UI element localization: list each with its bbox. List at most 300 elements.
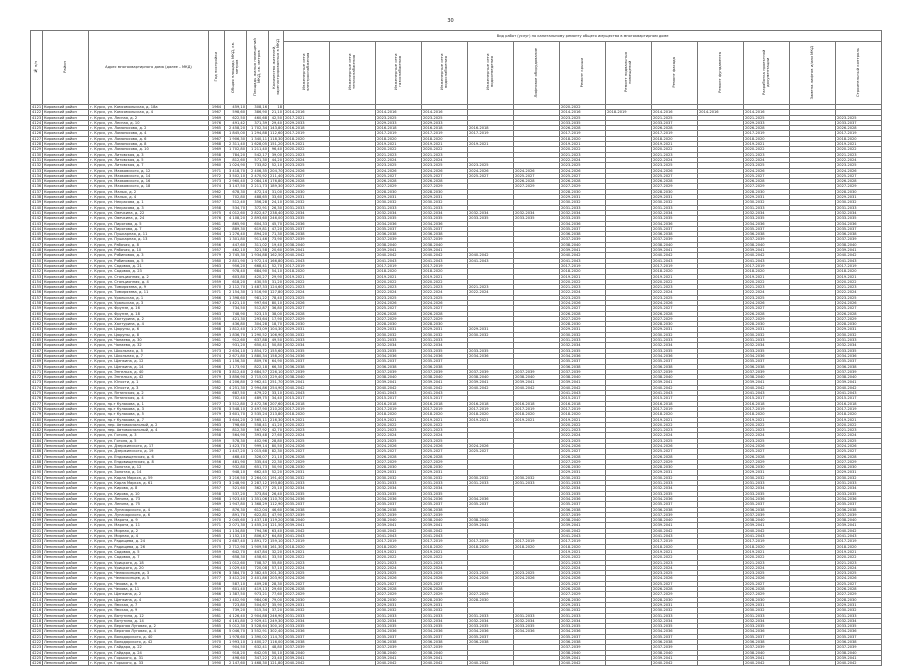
row-work-period-12: 2024-2026 xyxy=(836,444,882,449)
row-number: 4225 xyxy=(32,655,42,660)
row-number: 4161 xyxy=(32,316,42,321)
row-number: 4151 xyxy=(32,263,42,268)
row-work-period-8: 2031-2033 xyxy=(652,481,698,486)
row-district: Кировский район xyxy=(43,279,89,284)
row-work-period-12: 2030-2032 xyxy=(836,475,882,480)
row-district: Ленинский район xyxy=(43,639,89,644)
row-area-living: 2 084,16 xyxy=(247,179,269,184)
row-work-period-0: 2039-2041 xyxy=(284,655,330,660)
row-work-period-0: 2029-2031 xyxy=(284,602,330,607)
row-work-period-6: 2031-2033 xyxy=(560,205,606,210)
row-work-period-3: 2032-2034 xyxy=(422,210,468,215)
row-year: 1962 xyxy=(209,645,225,650)
row-work-period-8: 2018-2020 xyxy=(652,136,698,141)
row-district: Кировский район xyxy=(43,375,89,380)
row-work-period-8: 2030-2032 xyxy=(652,475,698,480)
row-area-total: 3 601,70 xyxy=(225,412,247,417)
row-work-period-6: 2018-2020 xyxy=(560,412,606,417)
row-work-period-3: 2019-2021 xyxy=(422,142,468,147)
row-work-period-12: 2024-2026 xyxy=(836,168,882,173)
row-work-period-10: 2037-2039 xyxy=(744,645,790,650)
row-work-period-6: 2040-2042 xyxy=(560,661,606,666)
row-district: Кировский район xyxy=(43,359,89,364)
row-work-period-4: 2029-2031 xyxy=(468,327,514,332)
row-district: Кировский район xyxy=(43,195,89,200)
row-work-period-4: 2033-2035 xyxy=(468,216,514,221)
row-area-total: 1 923,40 xyxy=(225,496,247,501)
row-work-period-0: 2027-2029 xyxy=(284,316,330,321)
row-residents: 216,30 xyxy=(270,417,283,422)
row-address: г. Курск, ул. Халтурина, д. 4 xyxy=(89,322,209,327)
header-work-9: Ремонт фундамента xyxy=(698,42,744,105)
row-number: 4127 xyxy=(32,136,42,141)
row-work-period-6: 2031-2033 xyxy=(560,481,606,486)
row-work-period-5: 2023-2025 xyxy=(514,571,560,576)
row-work-period-0: 2032-2034 xyxy=(284,486,330,491)
row-work-period-6: 2026-2028 xyxy=(560,311,606,316)
row-work-period-0: 2031-2033 xyxy=(284,481,330,486)
row-year: 1964 xyxy=(209,105,225,110)
row-work-period-10: 2029-2033 xyxy=(744,120,790,125)
row-work-period-6: 2017-2019 xyxy=(560,131,606,136)
row-number: 4183 xyxy=(32,433,42,438)
row-work-period-0: 2031-2033 xyxy=(284,613,330,618)
row-work-period-4: 2024-2026 xyxy=(468,576,514,581)
row-address: г. Курск, ул. Мирная, д. 2 xyxy=(89,528,209,533)
row-address: г. Курск, ул. Челюскинцев, д. 5 xyxy=(89,576,209,581)
row-work-period-8: 2032-2034 xyxy=(652,618,698,623)
row-work-period-10: 2030-2032 xyxy=(744,475,790,480)
row-address: г. Курск, ул. Володарского, д. 40 xyxy=(89,634,209,639)
row-work-period-8: 2027-2029 xyxy=(652,592,698,597)
row-work-period-0: 2037-2039 xyxy=(284,512,330,517)
row-work-period-4: 2023-2025 xyxy=(468,163,514,168)
row-work-period-4: 2036-2038 xyxy=(468,639,514,644)
row-residents: 211,40 xyxy=(270,173,283,178)
row-residents: 25,10 xyxy=(269,486,284,491)
row-address: г. Курск, ул. Чехова, д. 9 xyxy=(89,581,209,586)
row-work-period-4: 2034-2036 xyxy=(468,496,514,501)
row-area-living: 2 904,88 xyxy=(247,613,269,618)
row-work-period-10: 2033-2035 xyxy=(744,491,790,496)
row-work-period-10: 2037-2039 xyxy=(744,237,790,242)
row-work-period-0: 2018-2020 xyxy=(284,269,330,274)
row-work-period-3: 2035-2037 xyxy=(422,502,468,507)
row-district: Кировский район xyxy=(43,274,89,279)
row-work-period-12: 2021-2023 xyxy=(836,428,882,433)
row-work-period-12: 2036-2038 xyxy=(836,364,882,369)
row-residents: 143,80 xyxy=(270,126,283,131)
header-area-living: Площадь жилых помещений МКД, кв. метров xyxy=(247,31,269,105)
row-work-period-6: 2029-2031 xyxy=(560,470,606,475)
row-work-period-2: 2032-2034 xyxy=(376,486,422,491)
row-area-total: 578,30 xyxy=(225,438,247,443)
row-work-period-12: 2027-2029 xyxy=(836,592,882,597)
row-work-period-5: 2018-2020 xyxy=(514,412,560,417)
row-work-period-10: 2032-2034 xyxy=(744,618,790,623)
row-work-period-2: 2036-2038 xyxy=(376,507,422,512)
row-work-period-12: 2027-2029 xyxy=(836,459,882,464)
row-work-period-10: 2032-2034 xyxy=(744,210,790,215)
row-work-period-6: 2021-2023 xyxy=(560,152,606,157)
row-work-period-10: 2019-2021 xyxy=(744,274,790,279)
row-work-period-0: 2041-2043 xyxy=(284,258,330,263)
row-work-period-6: 2036-2038 xyxy=(560,364,606,369)
row-work-period-0: 2016-2018 xyxy=(284,401,330,406)
row-area-total: 2 671,80 xyxy=(225,353,247,358)
row-work-period-2: 2026-2028 xyxy=(376,311,422,316)
row-work-period-3: 2014-2016 xyxy=(422,110,468,115)
row-district: Кировский район xyxy=(43,110,89,115)
row-work-period-2: 2021-2023 xyxy=(376,560,422,565)
row-work-period-0: 2041-2043 xyxy=(284,391,330,396)
row-work-period-12: 2025-2027 xyxy=(836,449,882,454)
row-work-period-8: 2035-2037 xyxy=(652,226,698,231)
row-work-period-5: 2026-2028 xyxy=(514,179,560,184)
row-year: 1965 xyxy=(209,126,225,131)
row-number: 4204 xyxy=(32,544,42,549)
row-area-total: 734,50 xyxy=(225,306,247,311)
row-year: 1963 xyxy=(209,560,225,565)
row-year: 1985 xyxy=(209,624,225,629)
row-area-total: 1 398,60 xyxy=(225,295,247,300)
row-work-period-3: 2027-2029 xyxy=(422,459,468,464)
row-area-living: 542,17 xyxy=(247,152,269,157)
row-work-period-3: 2029-2031 xyxy=(422,195,468,200)
row-district: Ленинский район xyxy=(43,613,89,618)
row-work-period-0: 2025-2027 xyxy=(284,449,330,454)
row-area-total: 1 447,20 xyxy=(225,449,247,454)
row-work-period-3: 2031-2033 xyxy=(422,481,468,486)
row-work-period-10: 2025-2027 xyxy=(744,306,790,311)
row-number: 4167 xyxy=(32,348,42,353)
row-year: 1959 xyxy=(209,438,225,443)
row-work-period-2: 2030-2032 xyxy=(376,475,422,480)
row-area-total: 891,70 xyxy=(225,512,247,517)
row-number: 4202 xyxy=(32,534,42,539)
row-residents: 28,80 xyxy=(269,438,284,443)
row-year: 1977 xyxy=(209,401,225,406)
row-work-period-3: 2033-2035 xyxy=(422,348,468,353)
row-area-living: 651,73 xyxy=(247,465,269,470)
row-work-period-8: 2036-2038 xyxy=(652,364,698,369)
row-number: 4226 xyxy=(32,661,42,666)
row-work-period-0: 2025-2027 xyxy=(284,306,330,311)
row-year: 1968 xyxy=(209,142,225,147)
row-address: г. Курск, ул. Луначарского, д. 4 xyxy=(89,507,209,512)
row-residents: 77,60 xyxy=(269,592,284,597)
row-work-period-0: 2017-2019 xyxy=(284,539,330,544)
row-year: 1971 xyxy=(209,290,225,295)
row-area-living: 2 472,36 xyxy=(247,401,269,406)
row-year: 1986 xyxy=(209,629,225,634)
row-year: 1974 xyxy=(209,539,225,544)
row-work-period-8: 2039-2041 xyxy=(652,248,698,253)
row-work-period-5 xyxy=(514,661,560,666)
row-work-period-8: 2017-2019 xyxy=(652,539,698,544)
row-work-period-2: 2018-2020 xyxy=(376,412,422,417)
row-work-period-3: 2037-2039 xyxy=(422,512,468,517)
row-work-period-10: 2022-2024 xyxy=(744,157,790,162)
row-area-total: 534,70 xyxy=(225,205,247,210)
row-work-period-12: 2039-2041 xyxy=(836,380,882,385)
row-work-period-10: 2029-2031 xyxy=(744,195,790,200)
row-area-living: 2 264,01 xyxy=(247,475,269,480)
row-residents: 204,70 xyxy=(270,168,283,173)
row-work-period-0: 2039-2041 xyxy=(284,523,330,528)
row-work-period-0: 2040-2042 xyxy=(284,253,330,258)
row-work-period-6: 2036-2038 xyxy=(560,639,606,644)
row-district: Кировский район xyxy=(43,290,89,295)
row-work-period-3: 2031-2033 xyxy=(422,613,468,618)
row-year: 1967 xyxy=(209,449,225,454)
row-residents: 44,20 xyxy=(269,157,284,162)
row-area-living: 3 552,91 xyxy=(247,629,269,634)
row-area-total: 447,60 xyxy=(225,242,247,247)
row-work-period-0: 2024-2026 xyxy=(284,444,330,449)
row-work-period-3: 2027-2029 xyxy=(422,592,468,597)
row-work-period-6: 2014-2016 xyxy=(560,110,606,115)
row-address: г. Курск, ул. Щепкина, д. 14 xyxy=(89,364,209,369)
row-area-total: 1 156,30 xyxy=(225,359,247,364)
row-area-living: 356,28 xyxy=(247,200,269,205)
row-work-period-12: 2023-2025 xyxy=(836,115,882,120)
row-work-period-5: 2033-2035 xyxy=(514,216,560,221)
row-work-period-12: 2018-2020 xyxy=(836,412,882,417)
row-work-period-2: 2020-2022 xyxy=(376,422,422,427)
row-number: 4128 xyxy=(32,142,42,147)
row-work-period-0: 2036-2038 xyxy=(284,364,330,369)
row-work-period-8: 2022-2024 xyxy=(652,565,698,570)
row-district: Ленинский район xyxy=(43,475,89,480)
row-address: г. Курск, ул. Ямская, д. 9 xyxy=(89,608,209,613)
row-year: 1961 xyxy=(209,608,225,613)
row-area-total: 3 512,80 xyxy=(225,401,247,406)
row-work-period-6: 2036-2038 xyxy=(560,507,606,512)
row-work-period-0: 2021-2023 xyxy=(284,560,330,565)
row-address: г. Курск, ул. Верхняя Луговая, д. 2 xyxy=(89,624,209,629)
row-work-period-4: 2031-2033 xyxy=(468,481,514,486)
row-area-living: 558,41 xyxy=(247,422,269,427)
row-residents: 116,00 xyxy=(270,639,283,644)
row-area-total: 1 029,40 xyxy=(225,565,247,570)
row-work-period-12: 2029-2031 xyxy=(836,602,882,607)
row-work-period-6: 2019-2021 xyxy=(560,549,606,554)
row-work-period-2: 2031-2033 xyxy=(376,205,422,210)
row-work-period-12: 2025-2027 xyxy=(836,173,882,178)
row-area-living: 458,61 xyxy=(247,555,269,560)
row-work-period-2: 2041-2043 xyxy=(376,534,422,539)
row-address: г. Курск, ул. Маяковского, д. 18 xyxy=(89,184,209,189)
row-work-period-12: 2039-2041 xyxy=(836,248,882,253)
row-area-total: 1 845,00 xyxy=(225,131,247,136)
row-work-period-2: 2027-2029 xyxy=(376,459,422,464)
row-work-period-10: 2014-2016 xyxy=(744,110,790,115)
row-work-period-10: 2032-2034 xyxy=(744,486,790,491)
row-work-period-0: 2038-2040 xyxy=(284,375,330,380)
row-address: г. Курск, ул. Мирная, д. 4 xyxy=(89,534,209,539)
row-work-period-3: 2041-2043 xyxy=(422,534,468,539)
row-work-period-10: 2034-2036 xyxy=(744,629,790,634)
row-work-period-10: 2028-2030 xyxy=(744,322,790,327)
row-work-period-10: 2039-2041 xyxy=(744,380,790,385)
row-work-period-6: 2025-2027 xyxy=(560,449,606,454)
row-year: 1979 xyxy=(209,375,225,380)
row-work-period-6: 2038-2040 xyxy=(560,518,606,523)
row-number: 4125 xyxy=(32,126,42,131)
row-year: 1961 xyxy=(209,221,225,226)
row-area-living: 1 934,88 xyxy=(247,253,269,258)
row-area-living: 2 406,35 xyxy=(247,168,269,173)
row-work-period-0: 2037-2039 xyxy=(284,237,330,242)
row-number: 4182 xyxy=(32,428,42,433)
row-work-period-8: 2034-2036 xyxy=(652,629,698,634)
row-work-period-3: 2033-2035 xyxy=(422,624,468,629)
row-work-period-3: 2035-2037 xyxy=(422,634,468,639)
row-district: Ленинский район xyxy=(43,629,89,634)
row-area-living: 999,14 xyxy=(247,444,269,449)
row-work-period-10: 2038-2040 xyxy=(744,242,790,247)
row-area-total: 784,20 xyxy=(225,152,247,157)
row-year: 1971 xyxy=(209,168,225,173)
row-area-living: 662,45 xyxy=(247,470,269,475)
row-residents: 21,10 xyxy=(269,110,284,115)
row-area-total: 481,90 xyxy=(225,459,247,464)
row-work-period-2: 2039-2041 xyxy=(376,655,422,660)
row-work-period-10: 2023-2025 xyxy=(744,163,790,168)
row-year: 1969 xyxy=(209,115,225,120)
row-number: 4143 xyxy=(32,221,42,226)
row-work-period-5: 2040-2042 xyxy=(514,385,560,390)
row-number: 4170 xyxy=(32,364,42,369)
row-work-period-12: 2036-2038 xyxy=(836,232,882,237)
row-work-period-10: 2035-2037 xyxy=(744,502,790,507)
row-work-period-10: 2020-2022 xyxy=(744,422,790,427)
row-area-living: 2 211,73 xyxy=(247,184,269,189)
row-work-period-6: 2037-2039 xyxy=(560,512,606,517)
row-number: 4195 xyxy=(32,496,42,501)
row-work-period-12: 2017-2019 xyxy=(836,539,882,544)
row-number: 4140 xyxy=(32,205,42,210)
row-work-period-10: 2019-2021 xyxy=(744,142,790,147)
row-residents: 106,90 xyxy=(270,332,283,337)
row-work-period-5: 2018-2020 xyxy=(514,544,560,549)
row-work-period-12: 2037-2039 xyxy=(836,369,882,374)
row-work-period-3: 2032-2034 xyxy=(422,486,468,491)
row-district: Кировский район xyxy=(43,269,89,274)
row-area-total: 3 216,50 xyxy=(225,475,247,480)
row-number: 4218 xyxy=(32,618,42,623)
row-area-total: 436,80 xyxy=(225,322,247,327)
row-work-period-8: 2019-2021 xyxy=(652,274,698,279)
row-work-period-10: 2029-2031 xyxy=(744,327,790,332)
row-area-total: 2 712,90 xyxy=(225,544,247,549)
row-work-period-0: 2018-2020 xyxy=(284,412,330,417)
row-work-period-0: 2028-2030 xyxy=(284,189,330,194)
row-year: 1970 xyxy=(209,639,225,644)
row-work-period-12: 2040-2042 xyxy=(836,528,882,533)
row-district: Ленинский район xyxy=(43,608,89,613)
row-work-period-0: 2032-2034 xyxy=(284,343,330,348)
row-district: Кировский район xyxy=(43,242,89,247)
row-work-period-6: 2031-2033 xyxy=(560,613,606,618)
row-district: Кировский район xyxy=(43,253,89,258)
row-work-period-6: 2040-2042 xyxy=(560,253,606,258)
row-address: г. Курск, ул. Урицкого, д. 18 xyxy=(89,560,209,565)
row-address: г. Курск, ул. Кирова, д. 8 xyxy=(89,486,209,491)
row-work-period-6: 2020-2022 xyxy=(560,105,606,110)
row-work-period-10: 2038-2040 xyxy=(744,650,790,655)
row-area-total: 723,80 xyxy=(225,602,247,607)
row-work-period-6: 2032-2034 xyxy=(560,618,606,623)
row-number: 4163 xyxy=(32,327,42,332)
row-work-period-0: 2022-2024 xyxy=(284,565,330,570)
row-work-period-12: 2040-2042 xyxy=(836,253,882,258)
row-district: Кировский район xyxy=(43,179,89,184)
row-work-period-12: 2028-2030 xyxy=(836,465,882,470)
row-residents: 35,90 xyxy=(269,602,284,607)
row-work-period-12: 2025-2027 xyxy=(836,306,882,311)
row-work-period-8: 2018-2020 xyxy=(652,544,698,549)
row-area-living: 708,37 xyxy=(247,560,269,565)
row-address: г. Курск, ул. Малых, д. 2 xyxy=(89,189,209,194)
row-area-living: 515,34 xyxy=(247,608,269,613)
row-work-period-3: 2017-2019 xyxy=(422,131,468,136)
row-area-total: 5 012,30 xyxy=(225,624,247,629)
row-area-total: 2 112,70 xyxy=(225,285,247,290)
row-district: Кировский район xyxy=(43,391,89,396)
row-work-period-12: 2034-2036 xyxy=(836,221,882,226)
row-work-period-0: 2028-2030 xyxy=(284,597,330,602)
row-work-period-10: 2025-2027 xyxy=(744,449,790,454)
row-work-period-2: 2041-2043 xyxy=(376,391,422,396)
row-work-period-10: 2024-2026 xyxy=(744,576,790,581)
row-work-period-6: 2037-2039 xyxy=(560,237,606,242)
row-year: 1979 xyxy=(209,253,225,258)
row-work-period-12: 2041-2043 xyxy=(836,391,882,396)
row-work-period-8: 2024-2026 xyxy=(652,576,698,581)
row-work-period-2: 2030-2032 xyxy=(376,200,422,205)
row-year: 1956 xyxy=(209,242,225,247)
row-work-period-2: 2033-2035 xyxy=(376,348,422,353)
row-work-period-8: 2023-2025 xyxy=(652,571,698,576)
row-work-period-2: 2038-2040 xyxy=(376,242,422,247)
row-residents: 213,80 xyxy=(270,412,283,417)
row-work-period-5: 2016-2018 xyxy=(514,401,560,406)
row-district: Ленинский район xyxy=(43,618,89,623)
row-area-living: 1 487,33 xyxy=(247,285,269,290)
row-area-living: 973,21 xyxy=(247,592,269,597)
row-address: г. Курск, ул. Цюрупы, д. 6 xyxy=(89,327,209,332)
row-residents: 52,10 xyxy=(269,163,284,168)
row-area-total: 932,80 xyxy=(225,465,247,470)
row-number: 4224 xyxy=(32,650,42,655)
row-work-period-6: 2018-2020 xyxy=(560,136,606,141)
row-work-period-5: 2037-2039 xyxy=(514,369,560,374)
row-residents: 112,90 xyxy=(270,502,283,507)
row-work-period-10: 2023-2025 xyxy=(744,438,790,443)
row-work-period-5: 2024-2026 xyxy=(514,168,560,173)
row-work-period-3: 2022-2024 xyxy=(422,290,468,295)
row-area-living: 2 535,24 xyxy=(247,412,269,417)
row-area-total: 2 311,40 xyxy=(225,142,247,147)
row-work-period-10: 2039-2041 xyxy=(744,248,790,253)
header-address: Адрес многоквартирного дома (далее – МКД) xyxy=(89,31,209,105)
row-year: 1982 xyxy=(209,385,225,390)
row-area-total: 1 906,30 xyxy=(225,136,247,141)
row-area-living: 1 468,30 xyxy=(247,661,269,666)
header-work-6: Ремонт крыши xyxy=(560,42,606,105)
